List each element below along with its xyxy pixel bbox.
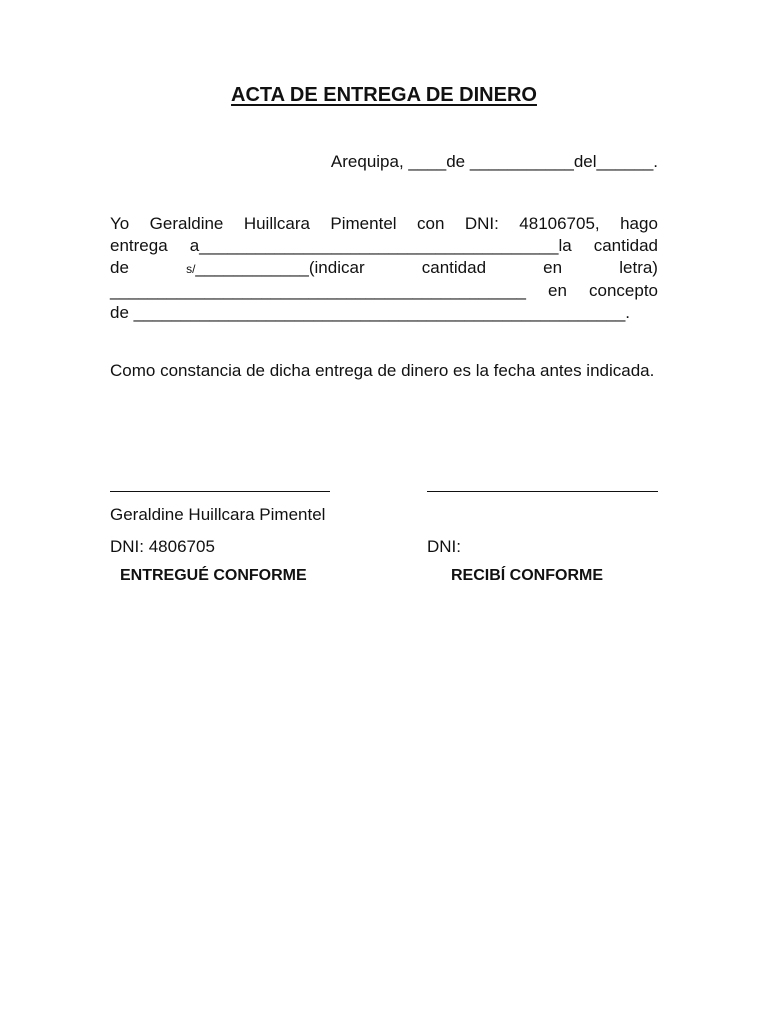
deliverer-confirmation: ENTREGUÉ CONFORME [120,567,307,584]
paragraph-line-1: Yo Geraldine Huillcara Pimentel con DNI: 48106705, hago [110,214,658,233]
signature-line-receiver [427,491,658,492]
paragraph-line-2: entrega a______________________________________la cantidad [110,236,658,255]
paragraph-line-5: de ____________________________________________________. [110,303,630,322]
signature-line-deliverer [110,491,330,492]
receiver-dni: DNI: [427,537,461,556]
deliverer-dni: DNI: 4806705 [110,537,215,556]
paragraph-line-3: de s/____________(indicar cantidad en letra) [110,258,658,277]
delivery-paragraph [110,213,658,324]
paragraph-line-4: ____________________________________________ en concepto [110,281,658,300]
receiver-confirmation: RECIBÍ CONFORME [451,567,603,584]
deliverer-name: Geraldine Huillcara Pimentel [110,505,326,524]
currency-symbol: s/ [186,262,196,276]
date-line: Arequipa, ____de ___________del______. [330,152,658,171]
document-title: ACTA DE ENTREGA DE DINERO [231,84,537,106]
closing-paragraph [110,360,658,382]
closing-text: Como constancia de dicha entrega de dinero es la fecha antes indicada. [110,361,655,380]
